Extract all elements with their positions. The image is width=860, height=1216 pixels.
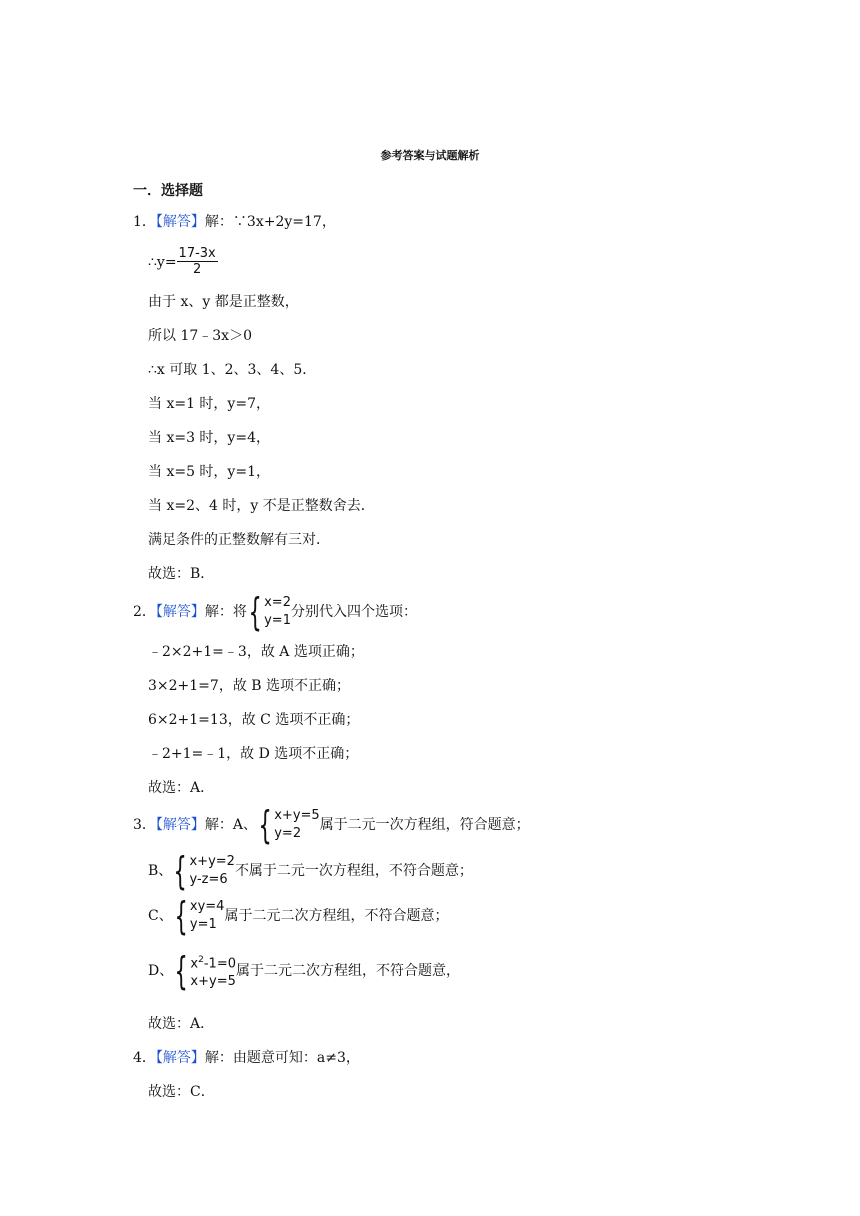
brace-icon: {	[174, 949, 188, 994]
q1-frac-numerator: 17-3x	[178, 246, 216, 261]
q3-option-c-line	[148, 894, 449, 938]
q1-line-6: 当 x=1 时，y=7，	[148, 396, 270, 412]
q3-d-row-1	[190, 951, 236, 973]
q2-line-4: 6×2+1=13，故 C 选项不正确；	[148, 712, 360, 728]
q3-d-text: 属于二元二次方程组，不符合题意，	[236, 963, 460, 980]
q2-line-3: 3×2+1=7，故 B 选项不正确；	[148, 678, 351, 694]
q2-number: 2．	[133, 604, 156, 620]
q2-answer-tag: 【解答】	[155, 604, 205, 620]
q3-option-d-line	[148, 949, 460, 994]
q4-answer-line: 故选：C．	[148, 1084, 215, 1100]
q3-a-row-2: y=2	[274, 826, 302, 841]
q3-c-row-1: xy=4	[189, 899, 225, 914]
q1-frac-denominator: 2	[193, 262, 202, 277]
q2-line-5: ﹣2+1=﹣1，故 D 选项不正确；	[148, 746, 359, 762]
q4-number: 4．	[133, 1050, 156, 1066]
brace-icon: {	[173, 849, 188, 893]
q4-first-line	[133, 1049, 360, 1067]
q1-number: 1．	[133, 214, 156, 230]
section-heading: 一．选择题	[133, 183, 203, 199]
q1-line-10: 满足条件的正整数解有三对．	[148, 532, 330, 548]
q1-equation: x+2y=17，	[255, 214, 336, 230]
q3-d-label: D、	[148, 963, 174, 980]
q1-line-7: 当 x=3 时，y=4，	[148, 430, 270, 446]
q3-c-label: C、	[148, 908, 173, 924]
q2-first-line	[133, 590, 417, 634]
q3-d-row-2: x+y=5	[190, 974, 236, 990]
q1-fraction	[177, 246, 218, 277]
q3-answer-tag: 【解答】	[155, 817, 205, 833]
page-title: 参考答案与试题解析	[380, 149, 480, 162]
q2-equation-system	[247, 590, 291, 634]
q3-system-c	[173, 894, 225, 938]
q1-fraction-line	[148, 247, 218, 278]
q3-b-label: B、	[148, 863, 173, 879]
brace-icon: {	[258, 803, 272, 847]
q3-c-row-2: y=1	[189, 917, 217, 932]
q2-intro-a: 解：将	[204, 604, 247, 620]
q2-line-2: ﹣2×2+1=﹣3，故 A 选项正确；	[148, 644, 364, 660]
q3-b-text: 不属于二元一次方程组，不符合题意；	[234, 863, 473, 879]
q3-b-row-1: x+y=2	[189, 854, 235, 869]
q3-answer-line: 故选：A．	[148, 1016, 215, 1032]
q3-d-row-1-exponent: 2	[198, 955, 204, 965]
q1-line-4: 所以 17﹣3x＞0	[148, 328, 252, 344]
q3-option-a-line	[133, 803, 530, 847]
q3-intro: 解：A、	[204, 817, 258, 833]
q3-b-row-2: y-z=6	[189, 872, 228, 887]
q3-system-d	[173, 949, 236, 994]
q2-intro-b: 分别代入四个选项：	[290, 604, 417, 620]
q2-sys-row-2: y=1	[264, 613, 291, 628]
q3-system-b	[172, 849, 235, 893]
q1-answer-tag: 【解答】	[155, 214, 205, 230]
q1-first-line	[133, 213, 336, 231]
q3-number: 3．	[133, 817, 156, 833]
q1-line-3: 由于 x、y 都是正整数，	[148, 294, 299, 310]
q1-intro: 解：∵3	[204, 214, 256, 230]
q1-answer-line: 故选：B．	[148, 566, 215, 582]
q3-system-a	[257, 803, 320, 847]
q1-line-8: 当 x=5 时，y=1，	[148, 464, 270, 480]
q1-line-9: 当 x=2、4 时，y 不是正整数舍去．	[148, 498, 375, 514]
q3-a-text: 属于二元一次方程组，符合题意；	[319, 817, 530, 833]
q3-d-row-1-rest: -1=0	[203, 956, 236, 972]
q4-intro: 解：由题意可知：a≠3，	[204, 1050, 360, 1066]
q2-sys-row-1: x=2	[264, 595, 291, 610]
q3-d-row-1-base: x	[190, 956, 199, 972]
brace-icon: {	[248, 590, 262, 634]
q3-c-text: 属于二元二次方程组，不符合题意；	[224, 908, 449, 924]
q3-a-row-1: x+y=5	[274, 808, 320, 823]
q1-frac-prefix: ∴y=	[148, 254, 177, 271]
q2-answer-line: 故选：A．	[148, 780, 215, 796]
q1-line-5: ∴x 可取 1、2、3、4、5．	[148, 362, 317, 378]
q3-option-b-line	[148, 849, 473, 893]
q4-answer-tag: 【解答】	[155, 1050, 205, 1066]
brace-icon: {	[174, 894, 188, 938]
